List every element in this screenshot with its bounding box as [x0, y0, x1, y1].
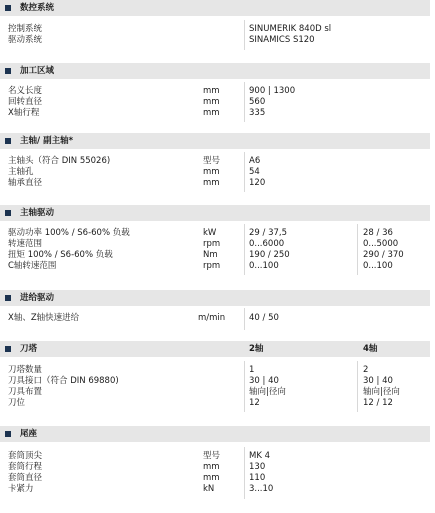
row-unit: mm — [203, 108, 220, 118]
row-value-alt: 290 / 370 — [363, 250, 404, 260]
section-marker — [5, 346, 11, 352]
row-label: 轴承直径 — [8, 178, 43, 188]
row-unit: mm — [203, 86, 220, 96]
row-unit: 型号 — [203, 156, 221, 166]
column-divider — [244, 447, 245, 499]
row-value: 54 — [249, 167, 260, 177]
column-divider — [357, 361, 358, 412]
row-unit: mm — [203, 167, 220, 177]
column-divider — [244, 152, 245, 192]
row-unit: 型号 — [203, 451, 221, 461]
row-value: 560 — [249, 97, 266, 107]
row-label: 回转直径 — [8, 97, 43, 107]
section-marker — [5, 210, 11, 216]
section-title: 刀塔 — [20, 344, 38, 354]
section-title: 数控系统 — [20, 3, 55, 13]
row-value: 3...10 — [249, 484, 274, 494]
row-unit: kW — [203, 228, 217, 238]
row-label: X轴、Z轴快速进给 — [8, 313, 80, 323]
row-label: 主轴孔 — [8, 167, 34, 177]
column-header-4-axis: 4轴 — [363, 344, 378, 354]
row-label: 名义长度 — [8, 86, 43, 96]
row-unit: mm — [203, 178, 220, 188]
row-value: 900 | 1300 — [249, 86, 296, 96]
row-value: 190 / 250 — [249, 250, 290, 260]
section-header-work-area — [0, 63, 430, 79]
section-marker — [5, 68, 11, 74]
column-divider — [244, 361, 245, 412]
row-value: 40 / 50 — [249, 313, 279, 323]
row-unit: mm — [203, 473, 220, 483]
column-divider — [244, 20, 245, 50]
row-unit: rpm — [203, 239, 221, 249]
row-label: 驱动系统 — [8, 35, 43, 45]
row-unit: kN — [203, 484, 215, 494]
section-title: 进给驱动 — [20, 293, 55, 303]
row-label: 套筒顶尖 — [8, 451, 43, 461]
row-label: 主轴头（符合 DIN 55026) — [8, 156, 111, 166]
row-value: 120 — [249, 178, 266, 188]
row-value: 12 — [249, 398, 260, 408]
row-value-alt: 12 / 12 — [363, 398, 393, 408]
row-value: SINAMICS S120 — [249, 35, 315, 45]
section-marker — [5, 431, 11, 437]
column-divider — [244, 224, 245, 275]
row-label: 刀具布置 — [8, 387, 43, 397]
row-label: 刀具接口（符合 DIN 69880) — [8, 376, 119, 386]
row-unit: mm — [203, 97, 220, 107]
section-header-cnc — [0, 0, 430, 16]
row-value-alt: 0...5000 — [363, 239, 399, 249]
row-unit: m/min — [198, 313, 226, 323]
row-label: 控制系统 — [8, 24, 43, 34]
row-label: 转速范围 — [8, 239, 43, 249]
row-label: 驱动功率 100% / S6-60% 负载 — [8, 228, 130, 238]
row-value: A6 — [249, 156, 261, 166]
section-header-feed-drive — [0, 290, 430, 306]
section-marker — [5, 5, 11, 11]
row-label: 卡紧力 — [8, 484, 34, 494]
section-title: 加工区域 — [20, 66, 55, 76]
section-marker — [5, 295, 11, 301]
section-header-tailstock — [0, 426, 430, 442]
column-divider — [244, 308, 245, 330]
row-value: 110 — [249, 473, 266, 483]
column-header-2-axis: 2轴 — [249, 344, 264, 354]
row-label: 扭矩 100% / S6-60% 负载 — [8, 250, 113, 260]
row-value: 1 — [249, 365, 255, 375]
row-value-alt: 0...100 — [363, 261, 393, 271]
row-value: 29 / 37,5 — [249, 228, 288, 238]
section-title: 主轴/ 副主轴* — [20, 136, 74, 146]
row-value: 30 | 40 — [249, 376, 279, 386]
row-unit: mm — [203, 462, 220, 472]
row-label: 刀塔数量 — [8, 365, 43, 375]
row-value: 0...6000 — [249, 239, 285, 249]
row-label: 刀位 — [8, 398, 26, 408]
column-divider — [244, 82, 245, 122]
section-header-spindle — [0, 133, 430, 149]
row-label: X轴行程 — [8, 108, 40, 118]
row-unit: Nm — [203, 250, 218, 260]
section-title: 尾座 — [20, 429, 38, 439]
row-value-alt: 28 / 36 — [363, 228, 393, 238]
row-value-alt: 30 | 40 — [363, 376, 393, 386]
row-value: MK 4 — [249, 451, 271, 461]
section-header-spindle-drive — [0, 205, 430, 221]
row-value: 130 — [249, 462, 266, 472]
row-value: 335 — [249, 108, 266, 118]
row-label: 套筒直径 — [8, 473, 43, 483]
row-label: C轴转速范围 — [8, 261, 57, 271]
row-unit: rpm — [203, 261, 221, 271]
section-header-turret — [0, 341, 430, 357]
row-value: SINUMERIK 840D sl — [249, 24, 332, 34]
section-title: 主轴驱动 — [20, 208, 55, 218]
row-value: 0...100 — [249, 261, 279, 271]
section-marker — [5, 138, 11, 144]
row-value-alt: 2 — [363, 365, 369, 375]
column-divider — [357, 224, 358, 275]
row-value: 轴向|径向 — [249, 387, 286, 397]
row-label: 套筒行程 — [8, 462, 43, 472]
row-value-alt: 轴向|径向 — [363, 387, 400, 397]
